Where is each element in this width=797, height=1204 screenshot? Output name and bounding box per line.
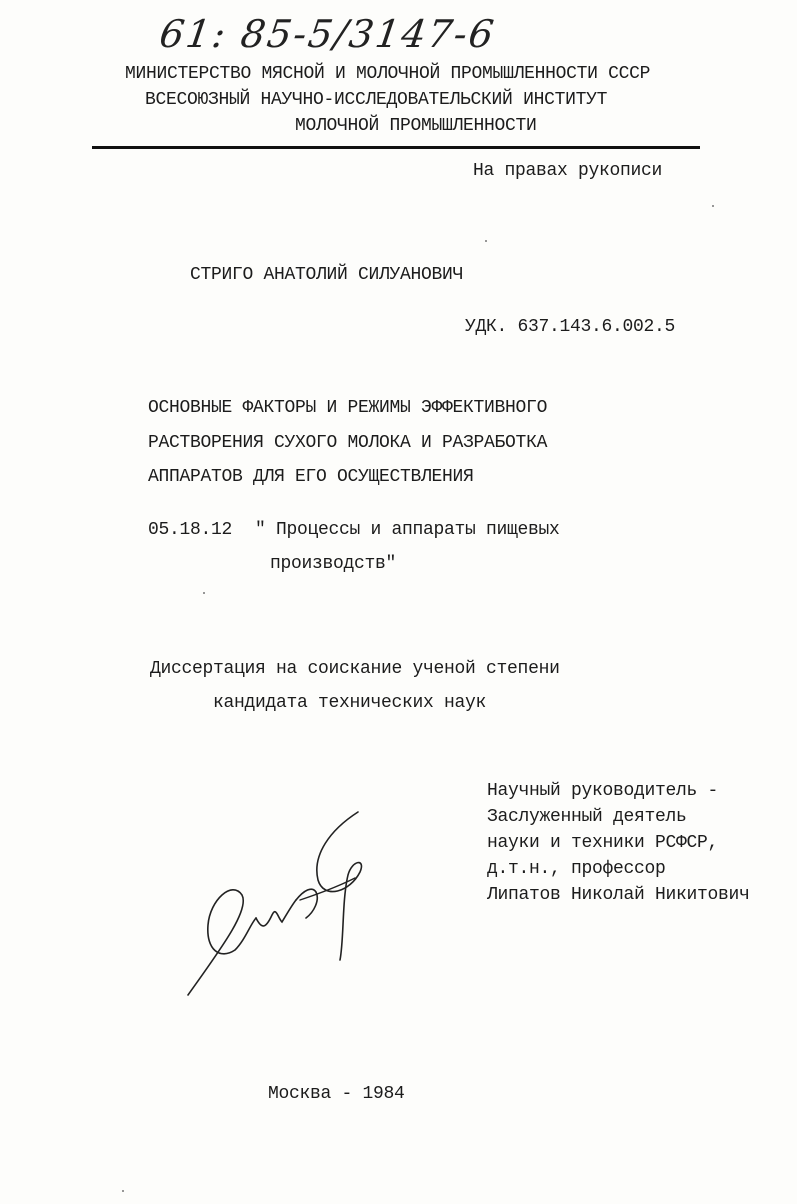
dissertation-line-2: кандидата технических наук (213, 693, 487, 713)
handwritten-reference: 61: 85-5/3147-6 (156, 12, 499, 56)
rights-note: На правах рукописи (473, 161, 663, 181)
paper-speck (485, 240, 487, 242)
thesis-title-line-1: ОСНОВНЫЕ ФАКТОРЫ И РЕЖИМЫ ЭФФЕКТИВНОГО (148, 398, 548, 418)
header-institute: ВСЕСОЮЗНЫЙ НАУЧНО-ИССЛЕДОВАТЕЛЬСКИЙ ИНСТИТУТ (145, 90, 608, 110)
dissertation-line-1: Диссертация на соискание ученой степени (150, 659, 560, 679)
specialty-name-line-1: " Процессы и аппараты пищевых (255, 520, 560, 540)
specialty-code: 05.18.12 (148, 520, 233, 540)
supervisor-degree: д.т.н., профессор (487, 859, 666, 879)
supervisor-name: Липатов Николай Никитович (487, 885, 750, 905)
author-name: СТРИГО АНАТОЛИЙ СИЛУАНОВИЧ (190, 265, 464, 285)
supervisor-label: Научный руководитель - (487, 781, 719, 801)
supervisor-honor: Заслуженный деятель (487, 807, 687, 827)
thesis-title-line-2: РАСТВОРЕНИЯ СУХОГО МОЛОКА И РАЗРАБОТКА (148, 433, 548, 453)
supervisor-honor-field: науки и техники РСФСР, (487, 833, 719, 853)
thesis-title-line-3: АППАРАТОВ ДЛЯ ЕГО ОСУЩЕСТВЛЕНИЯ (148, 467, 474, 487)
paper-speck (712, 205, 714, 207)
specialty-name-line-2: производств" (270, 554, 397, 574)
paper-speck (122, 1190, 124, 1192)
author-signature (180, 800, 380, 1010)
paper-speck (203, 592, 205, 594)
udc-code: УДК. 637.143.6.002.5 (465, 317, 676, 337)
header-institute-field: МОЛОЧНОЙ ПРОМЫШЛЕННОСТИ (295, 116, 537, 136)
place-and-year: Москва - 1984 (268, 1084, 405, 1104)
header-divider (92, 146, 700, 149)
header-ministry: МИНИСТЕРСТВО МЯСНОЙ И МОЛОЧНОЙ ПРОМЫШЛЕННОСТИ СССР (125, 64, 651, 84)
